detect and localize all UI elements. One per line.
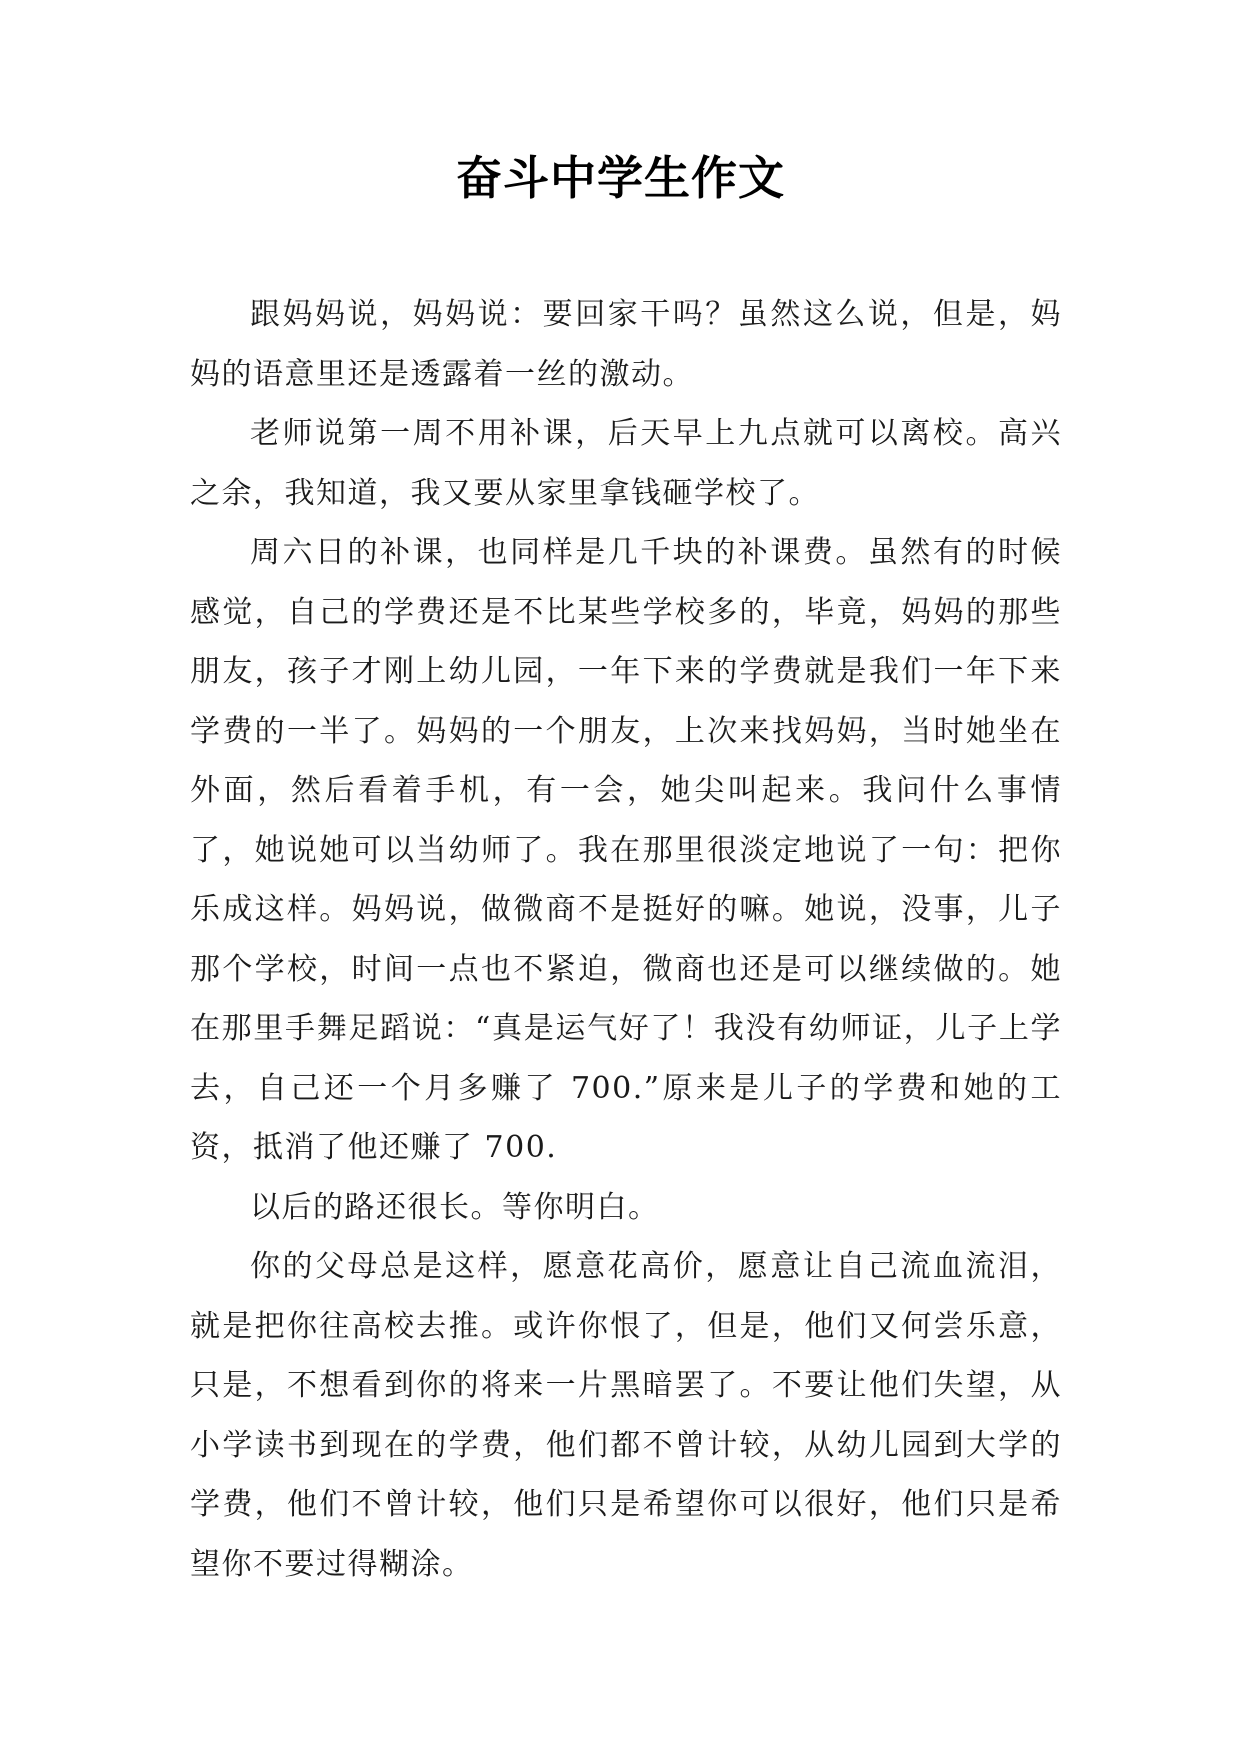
paragraph: 老师说第一周不用补课，后天早上九点就可以离校。高兴之余，我知道，我又要从家里拿钱砸学校了。 xyxy=(190,416,1062,511)
document-body xyxy=(190,285,1062,1594)
paragraph: 周六日的补课，也同样是几千块的补课费。虽然有的时候感觉，自己的学费还是不比某些学校多的，毕竟，妈妈的那些朋友，孩子才刚上幼儿园，一年下来的学费就是我们一年下来学费的一半了。妈妈的一个朋友，上次来找妈妈，当时她坐在外面，然后看着手机，有一会，她尖叫起来。我问什么事情了，她说她可以当幼师了。我在那里很淡定地说了一句：把你乐成这样。妈妈说，做微商不是挺好的嘛。她说，没事，儿子那个学校，时间一点也不紧迫，微商也还是可以继续做的。她在那里手舞足蹈说：“真是运气好了！我没有幼师证，儿子上学去，自己还一个月多赚了 700.”原来是儿子的学费和她的工资，抵消了他还赚了 700. xyxy=(190,535,1062,1165)
paragraph: 以后的路还很长。等你明白。 xyxy=(250,1189,660,1225)
paragraph: 你的父母总是这样，愿意花高价，愿意让自己流血流泪，就是把你往高校去推。或许你恨了，但是，他们又何尝乐意，只是，不想看到你的将来一片黑暗罢了。不要让他们失望，从小学读书到现在的学费，他们都不曾计较，从幼儿园到大学的学费，他们不曾计较，他们只是希望你可以很好，他们只是希望你不要过得糊涂。 xyxy=(190,1249,1062,1582)
document-title: 奋斗中学生作文 xyxy=(456,151,785,205)
paragraph: 跟妈妈说，妈妈说：要回家干吗？虽然这么说，但是，妈妈的语意里还是透露着一丝的激动。 xyxy=(190,297,1062,392)
